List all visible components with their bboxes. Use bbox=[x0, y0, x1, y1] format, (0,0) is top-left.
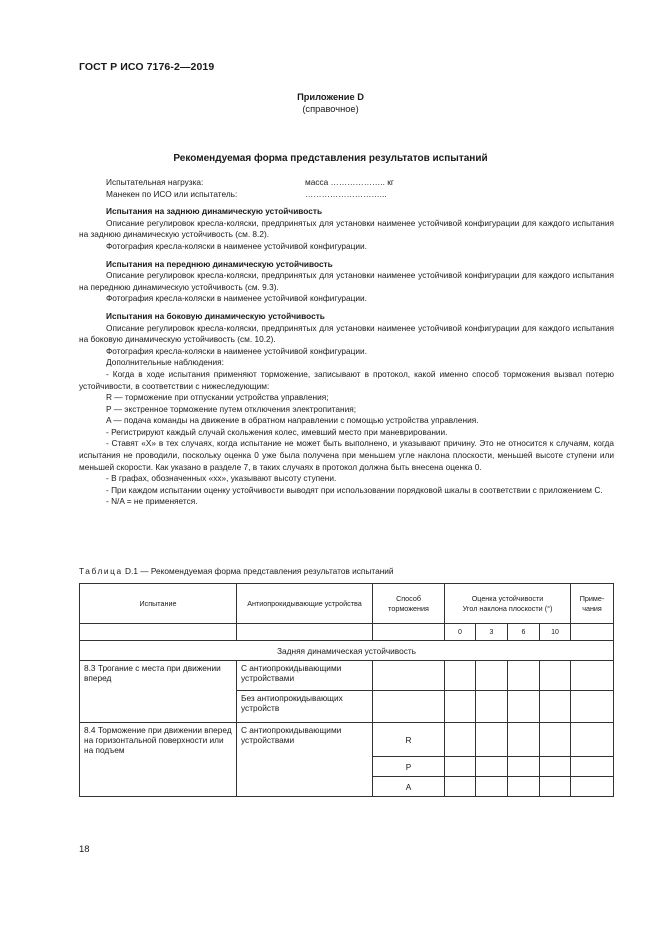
header-rating bbox=[445, 584, 571, 624]
table-caption-label: Таблица bbox=[79, 566, 123, 576]
row-8-3-test: 8.3 Трогание с места при движении вперед bbox=[80, 661, 237, 723]
angle-0: 0 bbox=[445, 624, 476, 641]
header-anti-tip: Антиопрокидывающие устройства bbox=[237, 584, 373, 624]
braking-p: P — экстренное торможение путем отключения электропитания; bbox=[106, 403, 357, 414]
row-8-4-test: 8.4 Торможение при движении вперед на горизонтальной поверхности или на подъем bbox=[80, 723, 237, 797]
form-title: Рекомендуемая форма представления результатов испытаний bbox=[173, 153, 488, 164]
results-table bbox=[79, 583, 614, 797]
header-braking: Способ торможения bbox=[373, 584, 445, 624]
load-label: Испытательная нагрузка: bbox=[106, 177, 204, 187]
table-cell bbox=[476, 777, 508, 797]
angle-row-empty bbox=[237, 624, 373, 641]
document-body bbox=[79, 177, 614, 508]
table-cell bbox=[445, 757, 476, 777]
annex-heading bbox=[0, 91, 661, 115]
table-cell bbox=[445, 691, 476, 723]
table-cell bbox=[508, 757, 540, 777]
dummy-label: Манекен по ИСО или испытатель: bbox=[106, 188, 238, 199]
table-cell bbox=[373, 661, 445, 691]
table-cell bbox=[476, 661, 508, 691]
section-rear: Задняя динамическая устойчивость bbox=[80, 641, 614, 661]
header-rating-line2: Угол наклона плоскости (°) bbox=[462, 603, 553, 613]
annex-title: Приложение D bbox=[297, 92, 364, 102]
side-photo-note: Фотография кресла-коляски в наименее устойчивой конфигурации. bbox=[106, 345, 367, 356]
bullet-na: - N/A = не применяется. bbox=[106, 496, 198, 507]
bullet-scale: - При каждом испытании оценку устойчивости выводят при использовании порядковой шкалы в соответствии с приложением C. bbox=[106, 484, 603, 495]
table-cell bbox=[571, 723, 614, 757]
bullet-xx: - В графах, обозначенных «хх», указывают высоту ступени. bbox=[106, 473, 337, 484]
side-heading: Испытания на боковую динамическую устойчивость bbox=[106, 310, 325, 321]
table-cell bbox=[508, 777, 540, 797]
braking-r: R — торможение при отпускании устройства управления; bbox=[106, 392, 329, 403]
angle-3: 3 bbox=[476, 624, 508, 641]
braking-r-cell: R bbox=[373, 723, 445, 757]
header-test: Испытание bbox=[80, 584, 237, 624]
rear-photo-note: Фотография кресла-коляски в наименее устойчивой конфигурации. bbox=[106, 240, 367, 251]
row-8-3-with: С антиопрокидывающими устройствами bbox=[237, 661, 373, 691]
rear-heading: Испытания на заднюю динамическую устойчивость bbox=[106, 206, 323, 217]
table-cell bbox=[476, 723, 508, 757]
header-notes: Приме-чания bbox=[571, 584, 614, 624]
angle-6: 6 bbox=[508, 624, 540, 641]
table-cell bbox=[476, 691, 508, 723]
side-observations: Дополнительные наблюдения: bbox=[106, 357, 224, 368]
table-cell bbox=[445, 661, 476, 691]
dummy-value: ………………………... bbox=[305, 188, 387, 199]
angle-row-empty bbox=[373, 624, 445, 641]
angle-row-empty bbox=[571, 624, 614, 641]
table-cell bbox=[445, 723, 476, 757]
table-cell bbox=[540, 777, 571, 797]
table-cell bbox=[373, 691, 445, 723]
braking-a: A — подача команды на движение в обратном направлении с помощью устройства управления. bbox=[106, 415, 479, 426]
table-cell bbox=[540, 691, 571, 723]
page-number: 18 bbox=[79, 844, 90, 855]
load-value: масса ……………….. кг bbox=[305, 177, 394, 187]
load-field bbox=[79, 177, 614, 189]
bullet-x: - Ставят «X» в тех случаях, когда испытание не может быть выполнено, и указывают причину. Это не относится к случаям, когда испытания не проводили, поскольку оценка 0 уже была получена при меньшем угле наклона плоскости, меньшей высоте ступени или меньшей скорости. Как указано в разделе 7, в таких случаях в протокол должна быть внесена оценка 0. bbox=[79, 438, 614, 472]
dummy-field bbox=[79, 189, 614, 201]
table-cell bbox=[508, 661, 540, 691]
table-cell bbox=[540, 661, 571, 691]
angle-row-empty bbox=[80, 624, 237, 641]
table-cell bbox=[571, 777, 614, 797]
table-cell bbox=[571, 661, 614, 691]
table-caption-text: D.1 — Рекомендуемая форма представления результатов испытаний bbox=[125, 566, 394, 576]
standard-header: ГОСТ Р ИСО 7176-2—2019 bbox=[79, 61, 215, 73]
table-cell bbox=[540, 723, 571, 757]
header-rating-line1: Оценка устойчивости bbox=[471, 593, 544, 603]
side-paragraph: Описание регулировок кресла-коляски, предпринятых для установки наименее устойчивой конфигурации для каждого испытания на боковую динамическую устойчивость (см. 10.2). bbox=[79, 322, 614, 345]
table-cell bbox=[571, 757, 614, 777]
row-8-3-without: Без антиопрокидывающих устройств bbox=[237, 691, 373, 723]
braking-p-cell: P bbox=[373, 757, 445, 777]
angle-10: 10 bbox=[540, 624, 571, 641]
rear-paragraph: Описание регулировок кресла-коляски, предпринятых для установки наименее устойчивой конфигурации для каждого испытания на заднюю динамическую устойчивость (см. 8.2). bbox=[79, 217, 614, 240]
bullet-braking: - Когда в ходе испытания применяют торможение, записывают в протокол, какой именно способ торможения вызвал потерю устойчивости, в соответствии с нижеследующим: bbox=[79, 368, 614, 391]
table-cell bbox=[508, 723, 540, 757]
braking-a-cell: A bbox=[373, 777, 445, 797]
bullet-slip: - Регистрируют каждый случай скольжения колес, имевший место при маневрировании. bbox=[106, 426, 448, 437]
table-cell bbox=[476, 757, 508, 777]
front-photo-note: Фотография кресла-коляски в наименее устойчивой конфигурации. bbox=[106, 293, 367, 304]
row-8-4-with: С антиопрокидывающими устройствами bbox=[237, 723, 373, 797]
table-cell bbox=[571, 691, 614, 723]
table-cell bbox=[540, 757, 571, 777]
front-heading: Испытания на переднюю динамическую устойчивость bbox=[106, 258, 333, 269]
table-cell bbox=[445, 777, 476, 797]
table-cell bbox=[508, 691, 540, 723]
annex-subtitle: (справочное) bbox=[302, 104, 359, 114]
table-caption bbox=[79, 566, 394, 576]
front-paragraph: Описание регулировок кресла-коляски, предпринятых для установки наименее устойчивой конфигурации для каждого испытания на переднюю динамическую устойчивость (см. 9.3). bbox=[79, 270, 614, 292]
